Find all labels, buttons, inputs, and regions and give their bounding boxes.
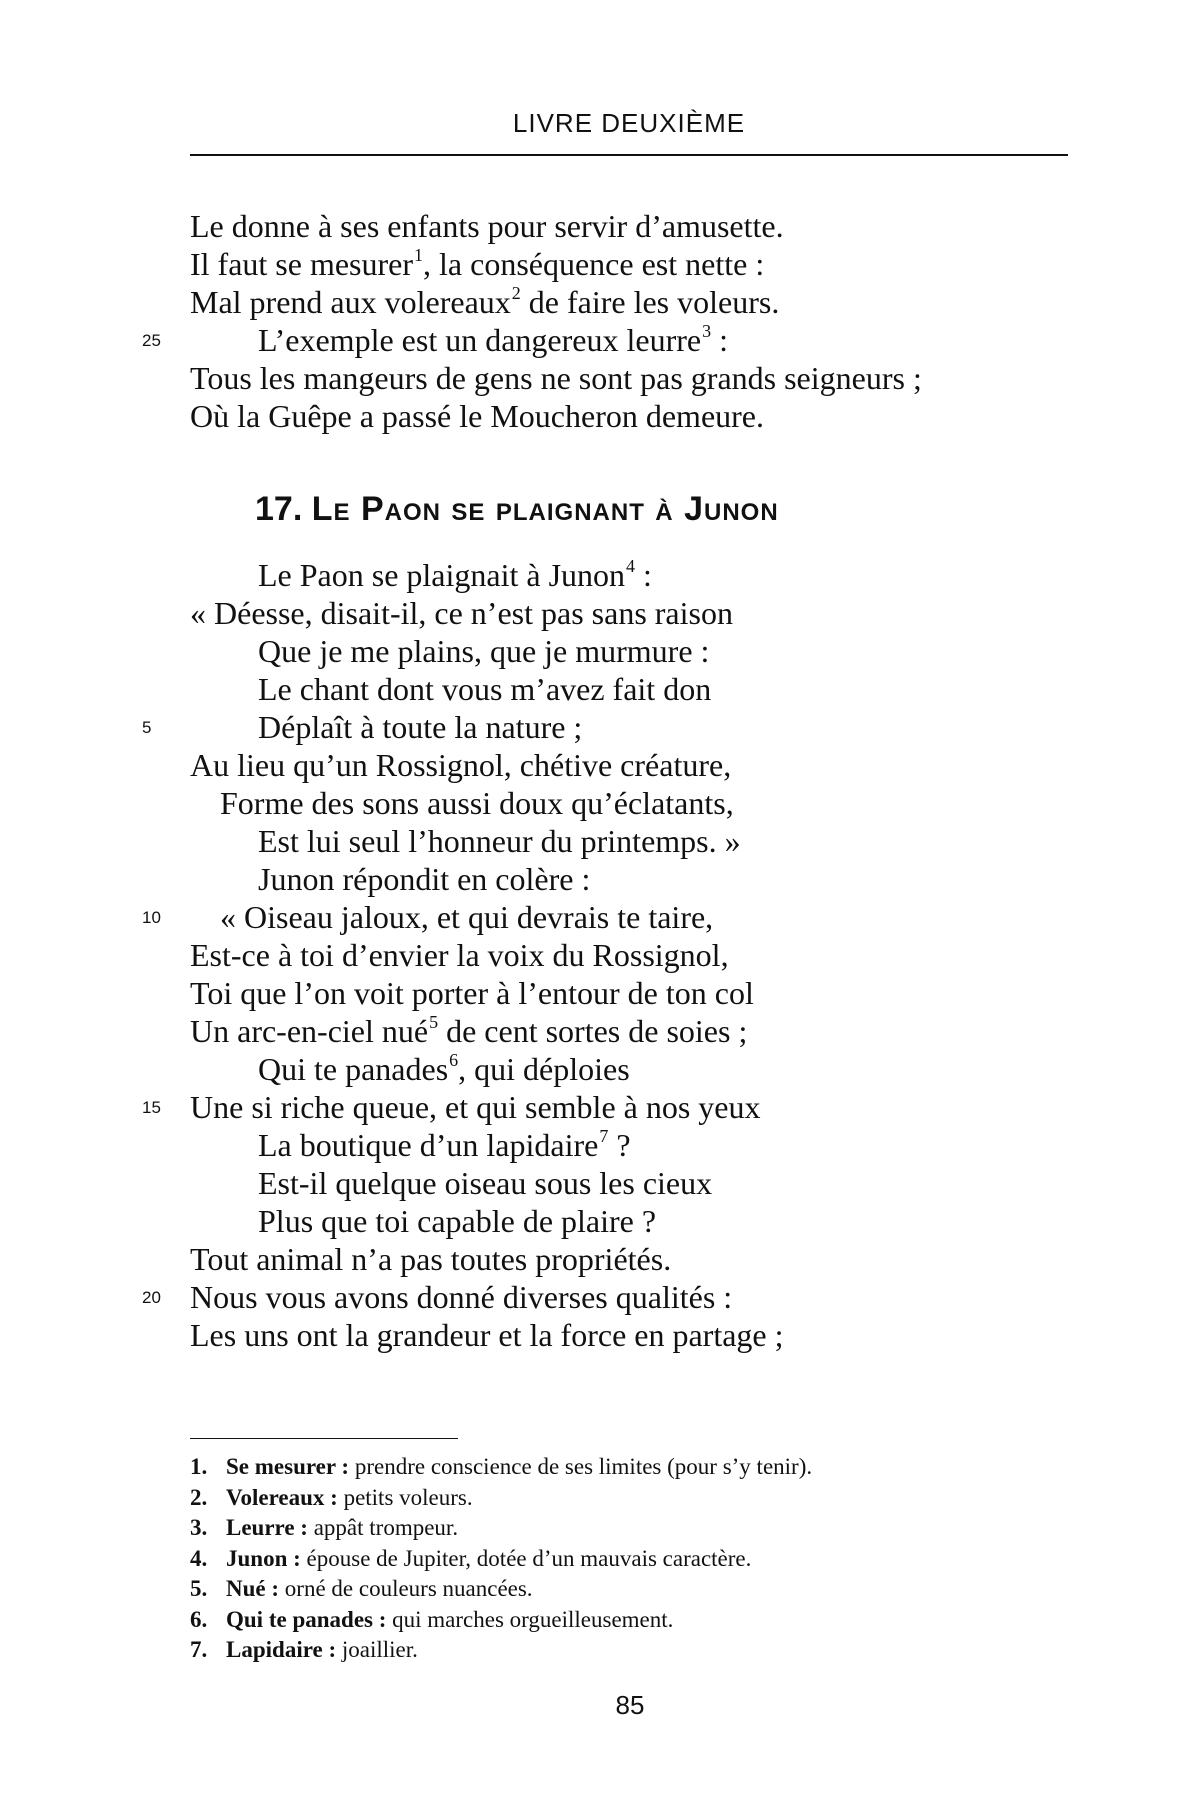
verse-text-main: Le Paon se plaignait à Junon	[258, 557, 626, 593]
footnote-item	[190, 1574, 1090, 1605]
verse-text	[190, 1012, 747, 1050]
verse-text-main: Est lui seul l’honneur du printemps. »	[258, 823, 741, 859]
header-rule	[190, 154, 1068, 156]
verse-text-main: Toi que l’on voit porter à l’entour de ton col	[190, 975, 754, 1011]
footnote-number: 2.	[190, 1484, 208, 1510]
verse-text	[258, 860, 590, 898]
footnote-term: Qui te panades :	[226, 1606, 387, 1632]
verse-text-after: , qui déploies	[458, 1051, 630, 1087]
verse-text-main: Un arc-en-ciel nué	[190, 1013, 429, 1049]
verse-text-main: Junon répondit en colère :	[258, 861, 591, 897]
verse-text-main: Forme des sons aussi doux qu’éclatants,	[220, 785, 734, 821]
verse-text-main: Une si riche queue, et qui semble à nos yeux	[190, 1089, 761, 1125]
verse-text	[190, 1278, 732, 1316]
verse-text-main: « Oiseau jaloux, et qui devrais te taire,	[220, 899, 714, 935]
line-number: 10	[142, 908, 161, 927]
footnote-definition: joaillier.	[336, 1637, 418, 1662]
verse-text-main: « Déesse, disait-il, ce n’est pas sans raison	[190, 595, 733, 631]
footnote-item	[190, 1605, 1090, 1636]
fable-title	[255, 490, 1095, 529]
verse-text	[258, 1050, 630, 1088]
footnote-definition: épouse de Jupiter, dotée d’un mauvais caractère.	[300, 1545, 752, 1571]
footnote-definition: orné de couleurs nuancées.	[279, 1576, 533, 1601]
verse-text-main: Que je me plains, que je murmure :	[258, 633, 710, 669]
verse-text	[258, 632, 709, 670]
footnote-number: 6.	[190, 1606, 208, 1632]
verse-text-main: Nous vous avons donné diverses qualités :	[190, 1279, 733, 1315]
footnote-ref[interactable]: 2	[511, 283, 521, 303]
verse-text-after: de cent sortes de soies ;	[438, 1013, 748, 1049]
footnote-ref[interactable]: 3	[702, 321, 712, 341]
line-number: 20	[142, 1288, 161, 1307]
verse-text-after: ?	[608, 1127, 631, 1163]
footnote-number: 3.	[190, 1515, 208, 1540]
footnote-item	[190, 1483, 1090, 1514]
footnote-ref[interactable]: 7	[599, 1126, 609, 1146]
verse-text	[190, 245, 764, 283]
verse-text	[220, 898, 713, 936]
footnote-term: Lapidaire :	[226, 1637, 337, 1662]
verse-text	[258, 822, 741, 860]
verse-text	[190, 1240, 671, 1278]
verse-text-after: , la conséquence est nette :	[423, 246, 765, 282]
verse-text	[190, 746, 731, 784]
verse-text	[258, 1126, 631, 1164]
verse-text	[190, 397, 764, 435]
footnote-definition: appât trompeur.	[307, 1515, 459, 1540]
verse-text-main: Déplaît à toute la nature ;	[258, 709, 583, 745]
footnote-item	[190, 1635, 1090, 1666]
verse-text	[258, 321, 728, 359]
footnote-ref[interactable]: 4	[626, 556, 636, 576]
page-number: 85	[615, 1690, 645, 1720]
verse-text	[190, 974, 754, 1012]
footnote-ref[interactable]: 1	[414, 245, 424, 265]
verse-text	[190, 1088, 761, 1126]
fable-title-text: Le Paon se plaignant à Junon	[311, 490, 779, 528]
footnote-rule	[190, 1438, 458, 1439]
verse-text-main: Tous les mangeurs de gens ne sont pas grands seigneurs ;	[190, 360, 922, 396]
verse-text-main: Est-ce à toi d’envier la voix du Rossignol,	[190, 937, 729, 973]
verse-text-after: :	[711, 322, 728, 358]
footnote-term: Volereaux :	[226, 1484, 338, 1510]
verse-text-main: Tout animal n’a pas toutes propriétés.	[190, 1241, 672, 1277]
footnote-term: Se mesurer :	[226, 1454, 350, 1479]
footnote-term: Junon :	[226, 1545, 301, 1571]
footnote-item	[190, 1452, 1090, 1483]
verse-text-main: L’exemple est un dangereux leurre	[258, 322, 702, 358]
footnote-number: 4.	[190, 1545, 208, 1571]
footnote-item	[190, 1513, 1090, 1544]
verse-text-main: Qui te panades	[258, 1051, 449, 1087]
footnotes	[190, 1452, 1090, 1666]
verse-text	[258, 556, 652, 594]
running-head: LIVRE DEUXIÈME	[512, 108, 746, 138]
verse-text	[190, 283, 779, 321]
verse-text	[190, 1316, 784, 1354]
footnote-item	[190, 1544, 1090, 1575]
verse-text	[190, 936, 729, 974]
verse-text-after: de faire les voleurs.	[520, 284, 780, 320]
footnote-term: Nué :	[226, 1576, 280, 1601]
verse-text-main: La boutique d’un lapidaire	[258, 1127, 599, 1163]
verse-text-main: Plus que toi capable de plaire ?	[258, 1203, 657, 1239]
footnote-definition: petits voleurs.	[337, 1484, 473, 1510]
verse-text	[258, 1164, 712, 1202]
line-number: 15	[142, 1098, 161, 1117]
footnote-ref[interactable]: 6	[449, 1050, 459, 1070]
verse-text-main: Le donne à ses enfants pour servir d’amusette.	[190, 208, 784, 244]
verse-text-main: Les uns ont la grandeur et la force en partage ;	[190, 1317, 784, 1353]
verse-text	[220, 784, 734, 822]
footnote-ref[interactable]: 5	[429, 1012, 439, 1032]
verse-text	[190, 594, 733, 632]
line-number: 5	[142, 718, 152, 737]
verse-text	[258, 1202, 656, 1240]
footnote-number: 1.	[190, 1454, 208, 1479]
line-number: 25	[142, 331, 161, 350]
verse-text	[258, 670, 711, 708]
footnote-definition: prendre conscience de ses limites (pour s’y tenir).	[349, 1454, 813, 1479]
verse-text-main: Où la Guêpe a passé le Moucheron demeure.	[190, 398, 764, 434]
footnote-number: 7.	[190, 1637, 208, 1662]
verse-text-main: Le chant dont vous m’avez fait don	[258, 671, 712, 707]
verse-text-main: Mal prend aux volereaux	[190, 284, 511, 320]
verse-text	[190, 207, 784, 245]
verse-text-main: Au lieu qu’un Rossignol, chétive créature,	[190, 747, 732, 783]
verse-text-main: Il faut se mesurer	[190, 246, 414, 282]
verse-text	[258, 708, 582, 746]
verse-text-main: Est-il quelque oiseau sous les cieux	[258, 1165, 713, 1201]
footnote-number: 5.	[190, 1576, 208, 1601]
verse-text-after: :	[635, 557, 652, 593]
footnote-term: Leurre :	[226, 1515, 308, 1540]
fable-number: 17.	[255, 490, 303, 528]
verse-text	[190, 359, 922, 397]
footnote-definition: qui marches orgueilleusement.	[386, 1606, 674, 1632]
